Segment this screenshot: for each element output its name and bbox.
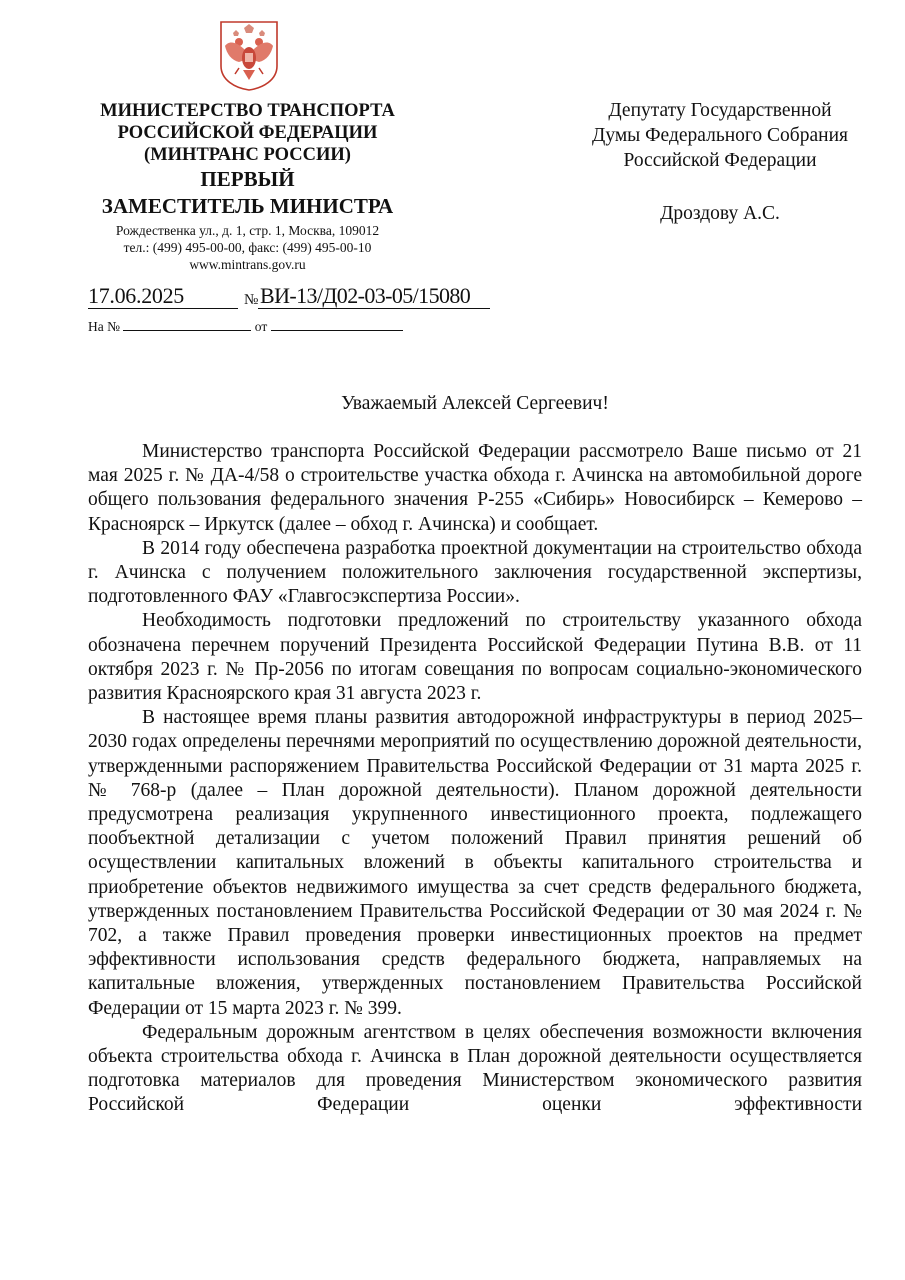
paragraph: Необходимость подготовки предложений по строительству указанного обхода обозначена перечнем поручений Президента Российской Федерации Путина В.В. от 11 октября 2023 г. № Пр-2056 по итогам совещания по вопросам социально-экономического развития Красноярского края 31 августа 2023 г.: [88, 610, 862, 705]
ministry-name: [70, 100, 425, 166]
ministry-line: (МИНТРАНС РОССИИ): [144, 145, 351, 165]
recipient-line: Думы Федерального Собрания: [592, 125, 848, 146]
number-sign: №: [244, 292, 259, 308]
paragraph: В настоящее время планы развития автодорожной инфраструктуры в период 2025–2030 годах определены перечнями мероприятий по осуществлению дорожной деятельности, утвержденными распоряжением Правительства Российской Федерации от 31 марта 2025 г. № 768-р (далее – План дорожной деятельности). Планом дорожной деятельности предусмотрена реализация укрупненного инвестиционного проекта, подлежащего пообъектной детализации с учетом положений Правил принятия решений об осуществлении капитальных вложений в объекты капитального строительства и приобретение объектов недвижимого имущества за счет средств федерального бюджета, утвержденных постановлением Правительства Российской Федерации от 30 мая 2024 г. № 702, а также Правил проведения проверки инвестиционных проектов на предмет эффективности использования средств федерального бюджета, направляемых на капитальные вложения, утвержденных постановлением Правительства Российской Федерации от 15 марта 2023 г. № 399.: [88, 707, 862, 1019]
ref-from-label: от: [254, 319, 268, 334]
ministry-contacts: [70, 222, 425, 273]
letter-body: [88, 440, 862, 1118]
recipient-line: Депутату Государственной: [608, 100, 832, 121]
ref-number-blank: [123, 318, 251, 331]
recipient-line: Российской Федерации: [623, 150, 817, 171]
reference-line: [88, 318, 418, 335]
phone-fax: тел.: (499) 495-00-00, факс: (499) 495-00-10: [123, 240, 372, 255]
greeting: Уважаемый Алексей Сергеевич!: [341, 393, 609, 414]
paragraph: Министерство транспорта Российской Федерации рассмотрело Ваше письмо от 21 мая 2025 г. № ДА-4/58 о строительстве участка обхода г. Ачинска на автомобильной дороге общего пользования федерального значения Р-255 «Сибирь» Новосибирск – Кемерово – Красноярск – Иркутск (далее – обход г. Ачинска) и сообщает.: [88, 441, 862, 535]
ref-date-blank: [271, 318, 403, 331]
website: www.mintrans.gov.ru: [189, 257, 306, 272]
date-underline: [88, 308, 238, 309]
recipient-title: [560, 98, 880, 173]
signatory-position: [70, 166, 425, 220]
russian-coat-of-arms-icon: [217, 20, 281, 92]
paragraph: В 2014 году обеспечена разработка проектной документации на строительство обхода г. Ачинска с получением положительного заключения государственной экспертизы, подготовленного ФАУ «Главгосэкспертиза России».: [88, 537, 862, 608]
ministry-line: МИНИСТЕРСТВО ТРАНСПОРТА: [100, 101, 395, 121]
paragraph: Федеральным дорожным агентством в целях обеспечения возможности включения объекта строительства обхода г. Ачинска в План дорожной деятельности осуществляется подготовка материалов для проведения Министерством экономического развития Российской Федерации оценки эффективности: [88, 1021, 862, 1116]
address: Рождественка ул., д. 1, стр. 1, Москва, 109012: [115, 223, 380, 238]
ministry-line: РОССИЙСКОЙ ФЕДЕРАЦИИ: [117, 123, 378, 143]
position-line: ЗАМЕСТИТЕЛЬ МИНИСТРА: [101, 194, 394, 218]
ref-label: На №: [88, 319, 120, 334]
position-line: ПЕРВЫЙ: [200, 167, 295, 191]
recipient-name: Дроздову А.С.: [660, 203, 780, 224]
registration-line: [88, 282, 518, 312]
letter-date: 17.06.2025: [88, 283, 185, 308]
number-underline: [258, 308, 490, 309]
letter-number: ВИ-13/Д02-03-05/15080: [260, 283, 471, 308]
